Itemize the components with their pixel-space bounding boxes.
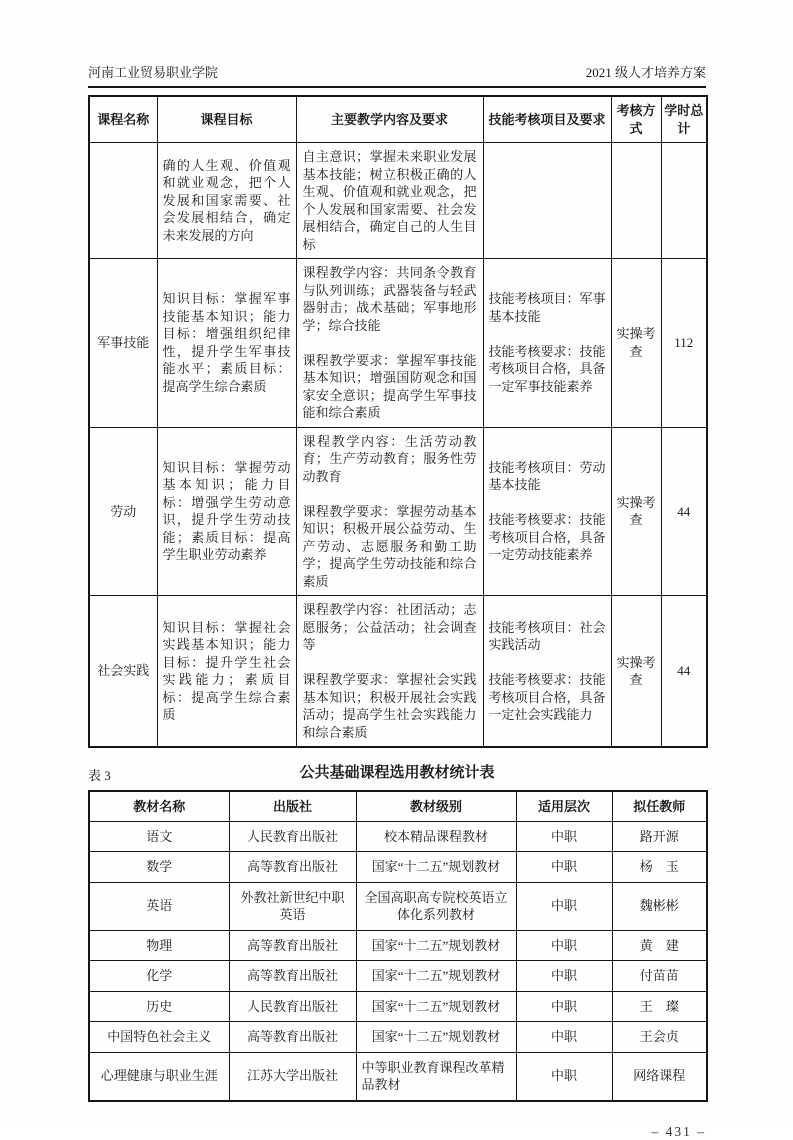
course-assessment-cell [483, 143, 611, 259]
applicable-level-cell: 中职 [516, 1022, 612, 1053]
course-name-cell [89, 143, 157, 259]
textbook-table-header-cell: 教材级别 [356, 791, 516, 821]
textbook-name-cell: 数学 [89, 852, 229, 883]
publisher-cell: 高等教育出版社 [229, 852, 356, 883]
textbook-table-header-cell: 拟任教师 [612, 791, 707, 821]
textbook-table-caption [88, 762, 706, 784]
teacher-cell: 杨 玉 [612, 852, 707, 883]
running-header [88, 64, 706, 82]
textbook-table-row [89, 882, 707, 930]
textbook-table-header-cell: 教材名称 [89, 791, 229, 821]
course-table-header-cell: 课程名称 [89, 96, 157, 143]
course-name-cell: 军事技能 [89, 259, 157, 428]
textbook-name-cell: 化学 [89, 961, 229, 992]
course-table-row [89, 596, 707, 748]
total-hours-cell: 112 [661, 259, 707, 428]
textbook-table-row [89, 961, 707, 992]
textbook-table-row [89, 930, 707, 961]
course-objectives-cell: 知识目标：掌握军事技能基本知识；能力目标：增强组织纪律性，提升学生军事技能水平；素质目标：提高学生综合素质 [157, 259, 296, 428]
textbook-name-cell: 历史 [89, 991, 229, 1022]
course-objectives-cell: 确的人生观、价值观和就业观念，把个人发展和国家需要、社会发展相结合，确定未来发展的方向 [157, 143, 296, 259]
publisher-cell: 高等教育出版社 [229, 961, 356, 992]
course-table-row [89, 427, 707, 596]
applicable-level-cell: 中职 [516, 821, 612, 852]
total-hours-cell [661, 143, 707, 259]
textbook-table-header-cell: 适用层次 [516, 791, 612, 821]
header-school-name: 河南工业贸易职业学院 [88, 65, 219, 80]
teacher-cell: 黄 建 [612, 930, 707, 961]
textbook-table-row [89, 1022, 707, 1053]
textbook-level-cell: 国家“十二五”规划教材 [356, 930, 516, 961]
textbook-table-row [89, 852, 707, 883]
table3-title: 公共基础课程选用教材统计表 [299, 764, 495, 781]
course-content-cell: 自主意识；掌握未来职业发展基本技能；树立积极正确的人生观、价值观和就业观念，把个人发展和国家需要、社会发展相结合，确定自己的人生目标 [296, 143, 483, 259]
publisher-cell: 外教社新世纪中职英语 [229, 882, 356, 930]
course-table-header-row [89, 96, 707, 143]
textbook-name-cell: 物理 [89, 930, 229, 961]
textbook-level-cell: 国家“十二五”规划教材 [356, 1022, 516, 1053]
textbook-level-cell: 中等职业教育课程改革精品教材 [356, 1052, 516, 1101]
course-table-header-cell: 学时总计 [661, 96, 707, 143]
header-plan-title: 2021 级人才培养方案 [585, 65, 706, 80]
teacher-cell: 王 璨 [612, 991, 707, 1022]
teacher-cell: 网络课程 [612, 1052, 707, 1101]
applicable-level-cell: 中职 [516, 1052, 612, 1101]
course-table-header-cell: 考核方式 [611, 96, 661, 143]
course-table [88, 95, 708, 748]
teacher-cell: 付苗苗 [612, 961, 707, 992]
textbook-table-row [89, 991, 707, 1022]
publisher-cell: 人民教育出版社 [229, 991, 356, 1022]
textbook-level-cell: 全国高职高专院校英语立体化系列教材 [356, 882, 516, 930]
page-number: – 431 – [651, 1123, 706, 1139]
assessment-method-cell: 实操考查 [611, 259, 661, 428]
textbook-table-header-cell: 出版社 [229, 791, 356, 821]
course-assessment-cell: 技能考核项目：社会实践活动 技能考核要求：技能考核项目合格，具备一定社会实践能力 [483, 596, 611, 748]
publisher-cell: 高等教育出版社 [229, 1022, 356, 1053]
course-content-cell: 课程教学内容：共同条令教育与队列训练；武器装备与轻武器射击；战术基础；军事地形学；综合技能 课程教学要求：掌握军事技能基本知识；增强国防观念和国家安全意识；提高学生军事技能和综合素质 [296, 259, 483, 428]
course-table-row [89, 259, 707, 428]
teacher-cell: 王会贞 [612, 1022, 707, 1053]
applicable-level-cell: 中职 [516, 991, 612, 1022]
textbook-name-cell: 中国特色社会主义 [89, 1022, 229, 1053]
textbook-level-cell: 国家“十二五”规划教材 [356, 961, 516, 992]
course-name-cell: 社会实践 [89, 596, 157, 748]
textbook-table [88, 790, 708, 1102]
publisher-cell: 江苏大学出版社 [229, 1052, 356, 1101]
textbook-name-cell: 心理健康与职业生涯 [89, 1052, 229, 1101]
textbook-level-cell: 国家“十二五”规划教材 [356, 852, 516, 883]
textbook-name-cell: 英语 [89, 882, 229, 930]
textbook-level-cell: 国家“十二五”规划教材 [356, 991, 516, 1022]
course-table-row [89, 143, 707, 259]
course-objectives-cell: 知识目标：掌握劳动基本知识；能力目标：增强学生劳动意识，提升学生劳动技能；素质目标：提高学生职业劳动素养 [157, 427, 296, 596]
publisher-cell: 人民教育出版社 [229, 821, 356, 852]
page-footer [88, 1124, 706, 1140]
teacher-cell: 路开源 [612, 821, 707, 852]
header-rule [88, 86, 706, 88]
textbook-table-row [89, 821, 707, 852]
assessment-method-cell [611, 143, 661, 259]
textbook-table-header-row [89, 791, 707, 821]
applicable-level-cell: 中职 [516, 930, 612, 961]
textbook-table-row [89, 1052, 707, 1101]
publisher-cell: 高等教育出版社 [229, 930, 356, 961]
assessment-method-cell: 实操考查 [611, 427, 661, 596]
textbook-level-cell: 校本精品课程教材 [356, 821, 516, 852]
course-assessment-cell: 技能考核项目：劳动基本技能 技能考核要求：技能考核项目合格，具备一定劳动技能素养 [483, 427, 611, 596]
course-content-cell: 课程教学内容：生活劳动教育；生产劳动教育；服务性劳动教育 课程教学要求：掌握劳动基本知识；积极开展公益劳动、生产劳动、志愿服务和勤工助学；提高学生劳动技能和综合素质 [296, 427, 483, 596]
teacher-cell: 魏彬彬 [612, 882, 707, 930]
applicable-level-cell: 中职 [516, 852, 612, 883]
applicable-level-cell: 中职 [516, 961, 612, 992]
total-hours-cell: 44 [661, 596, 707, 748]
assessment-method-cell: 实操考查 [611, 596, 661, 748]
course-table-header-cell: 课程目标 [157, 96, 296, 143]
course-name-cell: 劳动 [89, 427, 157, 596]
textbook-name-cell: 语文 [89, 821, 229, 852]
applicable-level-cell: 中职 [516, 882, 612, 930]
course-content-cell: 课程教学内容：社团活动；志愿服务；公益活动；社会调查等 课程教学要求：掌握社会实践基本知识；积极开展社会实践活动；提高学生社会实践能力和综合素质 [296, 596, 483, 748]
total-hours-cell: 44 [661, 427, 707, 596]
course-table-header-cell: 主要教学内容及要求 [296, 96, 483, 143]
course-objectives-cell: 知识目标：掌握社会实践基本知识；能力目标：提升学生社会实践能力；素质目标：提高学生综合素质 [157, 596, 296, 748]
course-table-header-cell: 技能考核项目及要求 [483, 96, 611, 143]
course-assessment-cell: 技能考核项目：军事基本技能 技能考核要求：技能考核项目合格，具备一定军事技能素养 [483, 259, 611, 428]
table3-label: 表 3 [88, 768, 111, 783]
